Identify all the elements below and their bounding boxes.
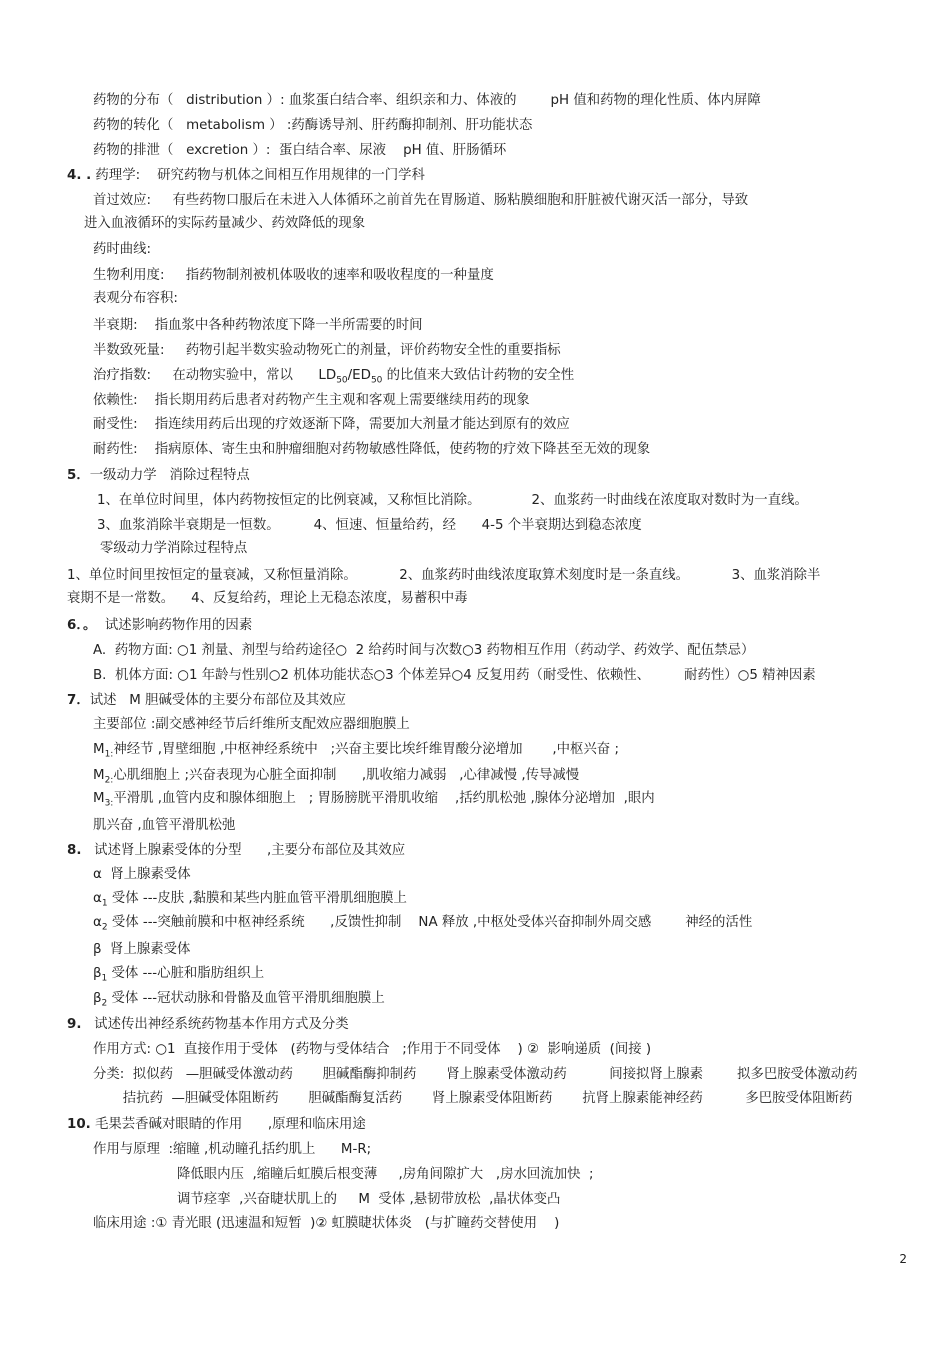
text-line: 3、血浆消除半衰期是一恒数。 4、恒速、恒量给药，经 4-5 个半衰期达到稳态浓度 bbox=[97, 518, 642, 533]
text-line: 衰期不是一常数。 4、反复给药，理论上无稳态浓度，易蓄积中毒 bbox=[67, 591, 468, 606]
text-line: B. 机体方面: ○1 年龄与性别○2 机体功能状态○3 个体差异○4 反复用药（耐受性、依赖性、 耐药性）○5 精神因素 bbox=[93, 668, 816, 683]
text-line: 耐受性: 指连续用药后出现的疗效逐渐下降，需要加大剂量才能达到原有的效应 bbox=[93, 417, 570, 432]
section-heading-10: 10. 毛果芸香碱对眼睛的作用 ,原理和临床用途 bbox=[67, 1117, 366, 1132]
text-line: $M_{2:}$心肌细胞上 ;兴奋表现为心脏全面抑制 ,肌收缩力减弱 ,心律减慢 ,传导减慢 bbox=[93, 768, 580, 786]
text-line: A. 药物方面: ○1 剂量、剂型与给药途径○ 2 给药时间与次数○3 药物相互作用（药动学、药效学、配伍禁忌） bbox=[93, 643, 755, 658]
section-heading-4: 4. . 药理学: 研究药物与机体之间相互作用规律的一门学科 bbox=[67, 168, 425, 183]
text-line: 拮抗药 —胆碱受体阻断药 胆碱酯酶复活药 肾上腺素受体阻断药 抗肾上腺素能神经药 多巴胺受体阻断药 bbox=[93, 1091, 853, 1106]
text-line: α 肾上腺素受体 bbox=[93, 867, 191, 882]
text-line: 分类: 拟似药 —胆碱受体激动药 胆碱酯酶抑制药 肾上腺素受体激动药 间接拟肾上腺素 拟多巴胺受体激动药 bbox=[93, 1067, 858, 1082]
section-heading-6: 6．。 试述影响药物作用的因素 bbox=[67, 618, 253, 633]
text-line: 药物的排泄（ excretion ）: 蛋白结合率、尿液 pH 值、肝肠循环 bbox=[93, 143, 507, 158]
text-line: 表观分布容积: bbox=[93, 291, 178, 306]
text-line: 作用方式: ○1 直接作用于受体 (药物与受体结合 ;作用于不同受体 ) ② 影响递质 (间接 ) bbox=[93, 1042, 652, 1057]
text-line: 半数致死量: 药物引起半数实验动物死亡的剂量，评价药物安全性的重要指标 bbox=[93, 343, 561, 358]
text-line: 药时曲线: bbox=[93, 242, 152, 257]
section-heading-8: 8. 试述肾上腺素受体的分型 ,主要分布部位及其效应 bbox=[67, 843, 406, 858]
text-line: 进入血液循环的实际药量减少、药效降低的现象 bbox=[84, 216, 366, 231]
text-line: $\beta_2$ 受体 ---冠状动脉和骨骼及血管平滑肌细胞膜上 bbox=[93, 991, 385, 1009]
text-line: 作用与原理 :缩瞳 ,机动瞳孔括约肌上 M-R; bbox=[93, 1142, 372, 1157]
text-line: 生物利用度: 指药物制剂被机体吸收的速率和吸收程度的一种量度 bbox=[93, 268, 494, 283]
text-line: $\alpha_1$ 受体 ---皮肤 ,黏膜和某些内脏血管平滑肌细胞膜上 bbox=[93, 891, 407, 909]
text-line: 临床用途 :① 青光眼 (迅速温和短暂 )② 虹膜睫状体炎 (与扩瞳药交替使用 ) bbox=[93, 1216, 560, 1231]
text-line: $M_{1:}$神经节 ,胃壁细胞 ,中枢神经系统中 ;兴奋主要比埃纤维胃酸分泌增加 ,中枢兴奋 ; bbox=[93, 742, 619, 760]
text-line: 首过效应: 有些药物口服后在未进入人体循环之前首先在胃肠道、肠粘膜细胞和肝脏被代谢灭活一部分，导致 bbox=[93, 193, 749, 208]
text-line: $\beta_1$ 受体 ---心脏和脂肪组织上 bbox=[93, 966, 265, 984]
section-heading-9: 9. 试述传出神经系统药物基本作用方式及分类 bbox=[67, 1017, 349, 1032]
text-line: 1、在单位时间里，体内药物按恒定的比例衰减，又称恒比消除。 2、血浆药一时曲线在浓度取对数时为一直线。 bbox=[97, 493, 808, 508]
text-line: 降低眼内压 ,缩瞳后虹膜后根变薄 ,房角间隙扩大 ,房水回流加快 ; bbox=[177, 1167, 594, 1182]
text-line: 药物的分布（ distribution ）: 血浆蛋白结合率、组织亲和力、体液的 pH 值和药物的理化性质、体内屏障 bbox=[93, 93, 761, 108]
text-line: 药物的转化（ metabolism ） :药酶诱导剂、肝药酶抑制剂、肝功能状态 bbox=[93, 118, 533, 133]
text-line: $\alpha_2$ 受体 ---突触前膜和中枢神经系统 ,反馈性抑制 NA 释放 ,中枢处受体兴奋抑制外周交感 神经的活性 bbox=[93, 915, 753, 933]
text-line: 依赖性: 指长期用药后患者对药物产生主观和客观上需要继续用药的现象 bbox=[93, 393, 530, 408]
text-line: 耐药性: 指病原体、寄生虫和肿瘤细胞对药物敏感性降低，使药物的疗效下降甚至无效的现象 bbox=[93, 442, 651, 457]
text-line: $M_{3:}$平滑肌 ,血管内皮和腺体细胞上 ; 胃肠膀胱平滑肌收缩 ,括约肌松弛 ,腺体分泌增加 ,眼内 bbox=[93, 791, 655, 809]
text-line: β 肾上腺素受体 bbox=[93, 942, 191, 957]
text-line: 肌兴奋 ,血管平滑肌松弛 bbox=[93, 818, 236, 833]
text-line: 1、单位时间里按恒定的量衰减，又称恒量消除。 2、血浆药时曲线浓度取算术刻度时是一条直线。 3、血浆消除半 bbox=[67, 568, 821, 583]
text-line: 调节痉挛 ,兴奋睫状肌上的 M 受体 ,悬韧带放松 ,晶状体变凸 bbox=[177, 1192, 561, 1207]
text-line: 治疗指数: 在动物实验中，常以 $LD_{50}/ED_{50}$ 的比值来大致估计药物的安全性 bbox=[93, 368, 575, 386]
text-line: 半衰期: 指血浆中各种药物浓度下降一半所需要的时间 bbox=[93, 318, 423, 333]
text-line: 主要部位 :副交感神经节后纤维所支配效应器细胞膜上 bbox=[93, 717, 410, 732]
section-heading-5: 5．一级动力学 消除过程特点 bbox=[67, 468, 250, 483]
page-number: 2 bbox=[899, 1252, 907, 1266]
text-line: 零级动力学消除过程特点 bbox=[100, 541, 248, 556]
section-heading-7: 7．试述 M 胆碱受体的主要分布部位及其效应 bbox=[67, 693, 346, 708]
